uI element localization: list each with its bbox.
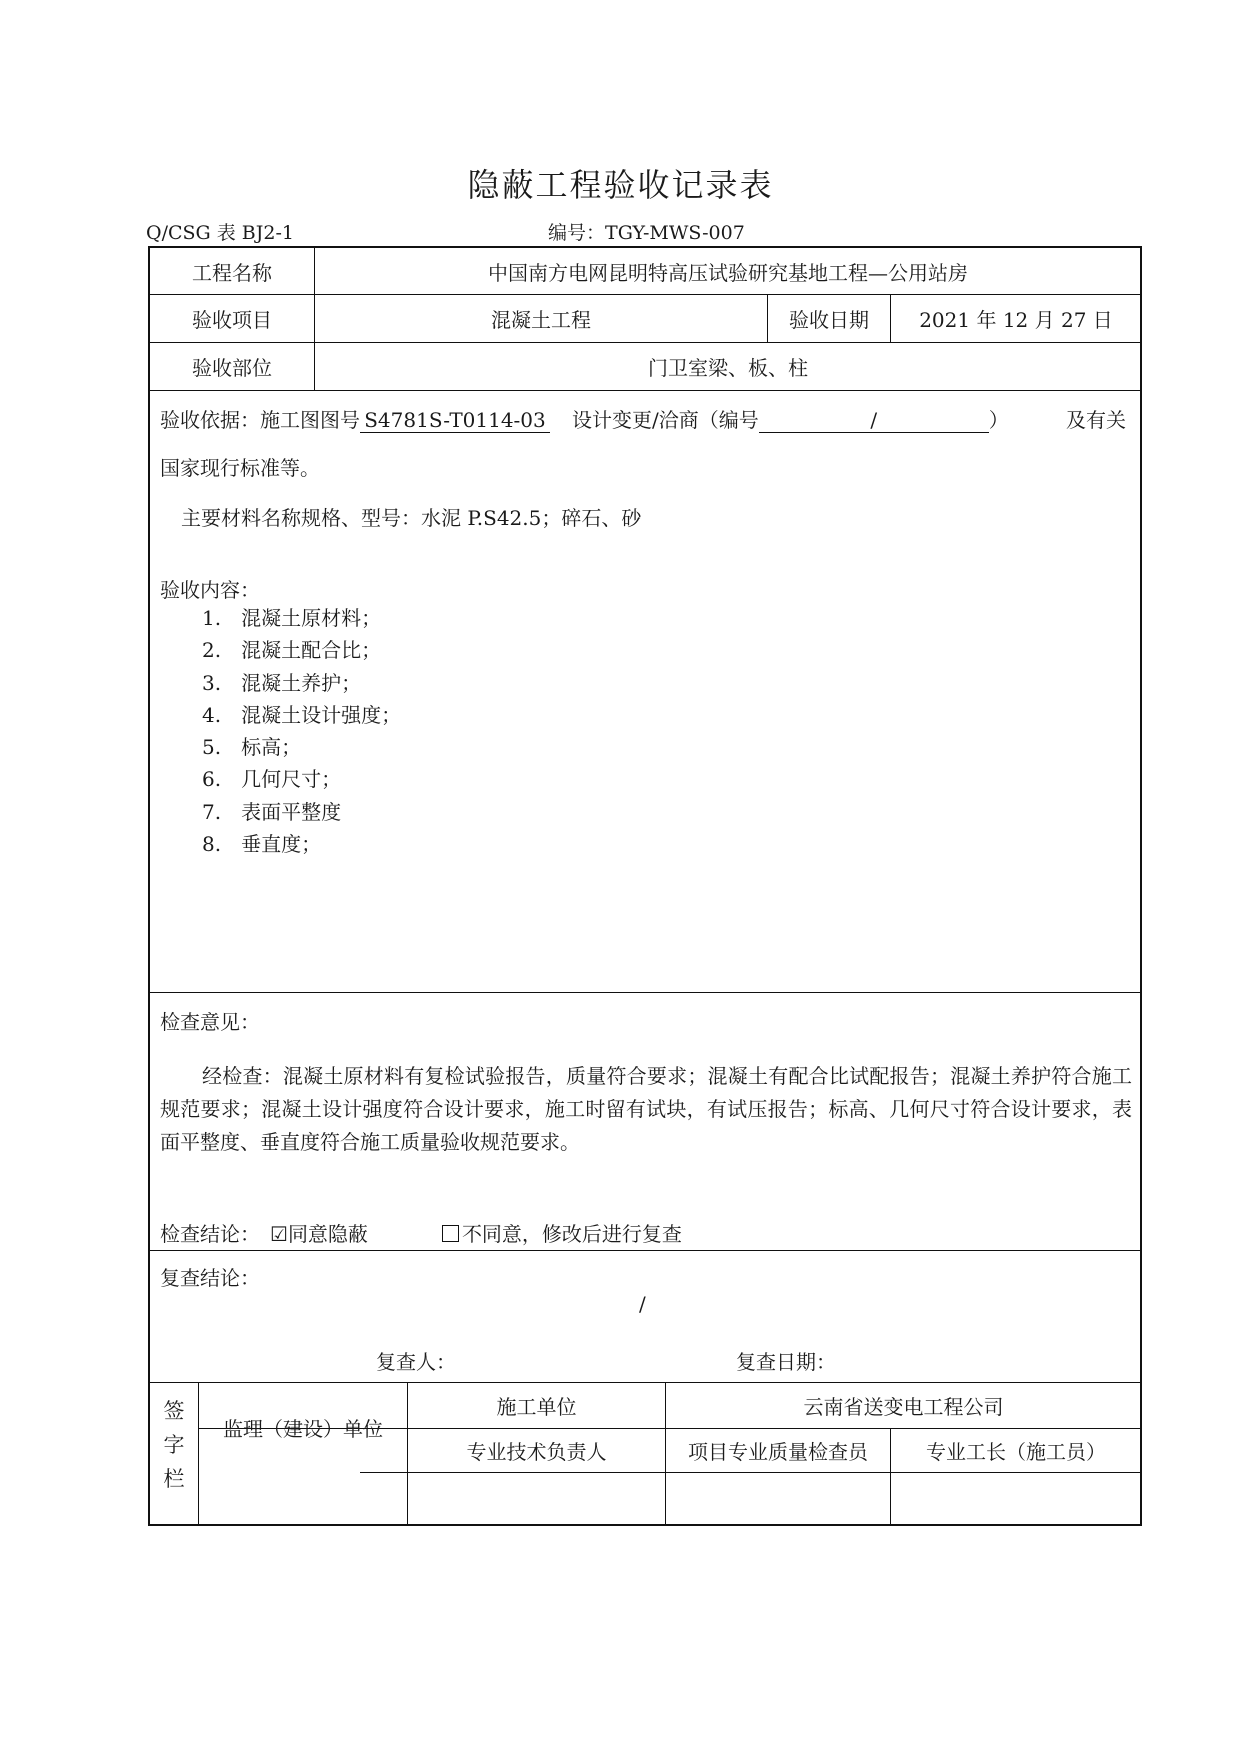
inspection-opinion: 经检查：混凝土原材料有复检试验报告，质量符合要求；混凝土有配合比试配报告；混凝土养护符合施工规范要求；混凝土设计强度符合设计要求，施工时留有试块，有试压报告；标高、几何尺寸符合设计要求，表面平整度、垂直度符合施工质量验收规范要求。 — [160, 1064, 1132, 1154]
list-item: 2. 混凝土配合比； — [202, 638, 382, 663]
foreman-label: 专业工长（施工员） — [926, 1440, 1106, 1464]
inspection-label: 检查意见： — [160, 1010, 260, 1034]
rule-basis — [150, 992, 1141, 993]
rule-row3 — [150, 390, 1141, 391]
form-code: Q/CSG 表 BJ2-1 — [146, 222, 294, 244]
review-value: / — [639, 1292, 646, 1316]
document-number — [548, 218, 745, 245]
list-item: 5. 标高； — [202, 735, 302, 760]
project-name-label: 工程名称 — [192, 260, 272, 285]
project-name-value: 中国南方电网昆明特高压试验研究基地工程—公用站房 — [488, 260, 968, 285]
date-value: 2021 年 12 月 27 日 — [919, 308, 1113, 332]
item-label: 验收项目 — [192, 308, 272, 332]
item-value: 混凝土工程 — [491, 308, 591, 332]
contractor-label: 施工单位 — [496, 1395, 577, 1419]
materials-text: 主要材料名称规格、型号：水泥 P.S42.5；碎石、砂 — [181, 506, 642, 530]
rule-inspection — [150, 1250, 1141, 1251]
list-item: 4. 混凝土设计强度； — [202, 702, 402, 727]
list-item: 6. 几何尺寸； — [202, 767, 342, 792]
change-close: ） — [988, 408, 1009, 432]
change-number: / — [759, 408, 989, 433]
supervisor-label: 监理（建设）单位 — [223, 1417, 383, 1441]
record-table — [148, 246, 1142, 1526]
conclusion-line — [160, 1218, 682, 1247]
content-list — [202, 602, 401, 860]
tech-lead-label: 专业技术负责人 — [466, 1440, 607, 1464]
part-value: 门卫室梁、板、柱 — [648, 356, 808, 380]
disagree-text: 不同意，修改后进行复查 — [461, 1222, 682, 1246]
drawing-number: S4781S-T0114-03 — [360, 408, 550, 433]
list-item: 8. 垂直度； — [202, 832, 322, 857]
list-item: 1. 混凝土原材料； — [202, 606, 382, 630]
document-title: 隐蔽工程验收记录表 — [467, 166, 774, 204]
standards-text: 国家现行标准等。 — [160, 456, 320, 480]
agree-checkbox-icon[interactable]: ☑ — [270, 1222, 288, 1246]
reviewer-label: 复查人： — [376, 1350, 456, 1374]
list-item: 3. 混凝土养护； — [202, 670, 362, 695]
contractor-name: 云南省送变电工程公司 — [803, 1395, 1004, 1419]
disagree-checkbox-icon[interactable] — [442, 1225, 459, 1242]
number-label: 编号： — [548, 222, 606, 244]
agree-text: 同意隐蔽 — [287, 1222, 368, 1246]
and-related: 及有关 — [1066, 408, 1126, 432]
conclusion-label: 检查结论： — [160, 1222, 260, 1246]
part-label: 验收部位 — [192, 356, 272, 380]
basis-label: 验收依据：施工图图号 — [160, 408, 360, 432]
change-label: 设计变更/洽商（编号 — [572, 408, 759, 432]
signature-column-label: 签字栏 — [163, 1399, 185, 1491]
list-item: 7. 表面平整度 — [202, 799, 342, 824]
review-label: 复查结论： — [160, 1266, 260, 1290]
basis-line — [160, 404, 1009, 433]
review-date-label: 复查日期： — [736, 1350, 836, 1374]
date-label: 验收日期 — [789, 308, 869, 332]
qc-inspector-label: 项目专业质量检查员 — [688, 1440, 868, 1464]
rule-sign2 — [360, 1472, 1141, 1473]
number-value: TGY-MWS-007 — [605, 222, 745, 244]
content-label: 验收内容： — [160, 578, 260, 602]
